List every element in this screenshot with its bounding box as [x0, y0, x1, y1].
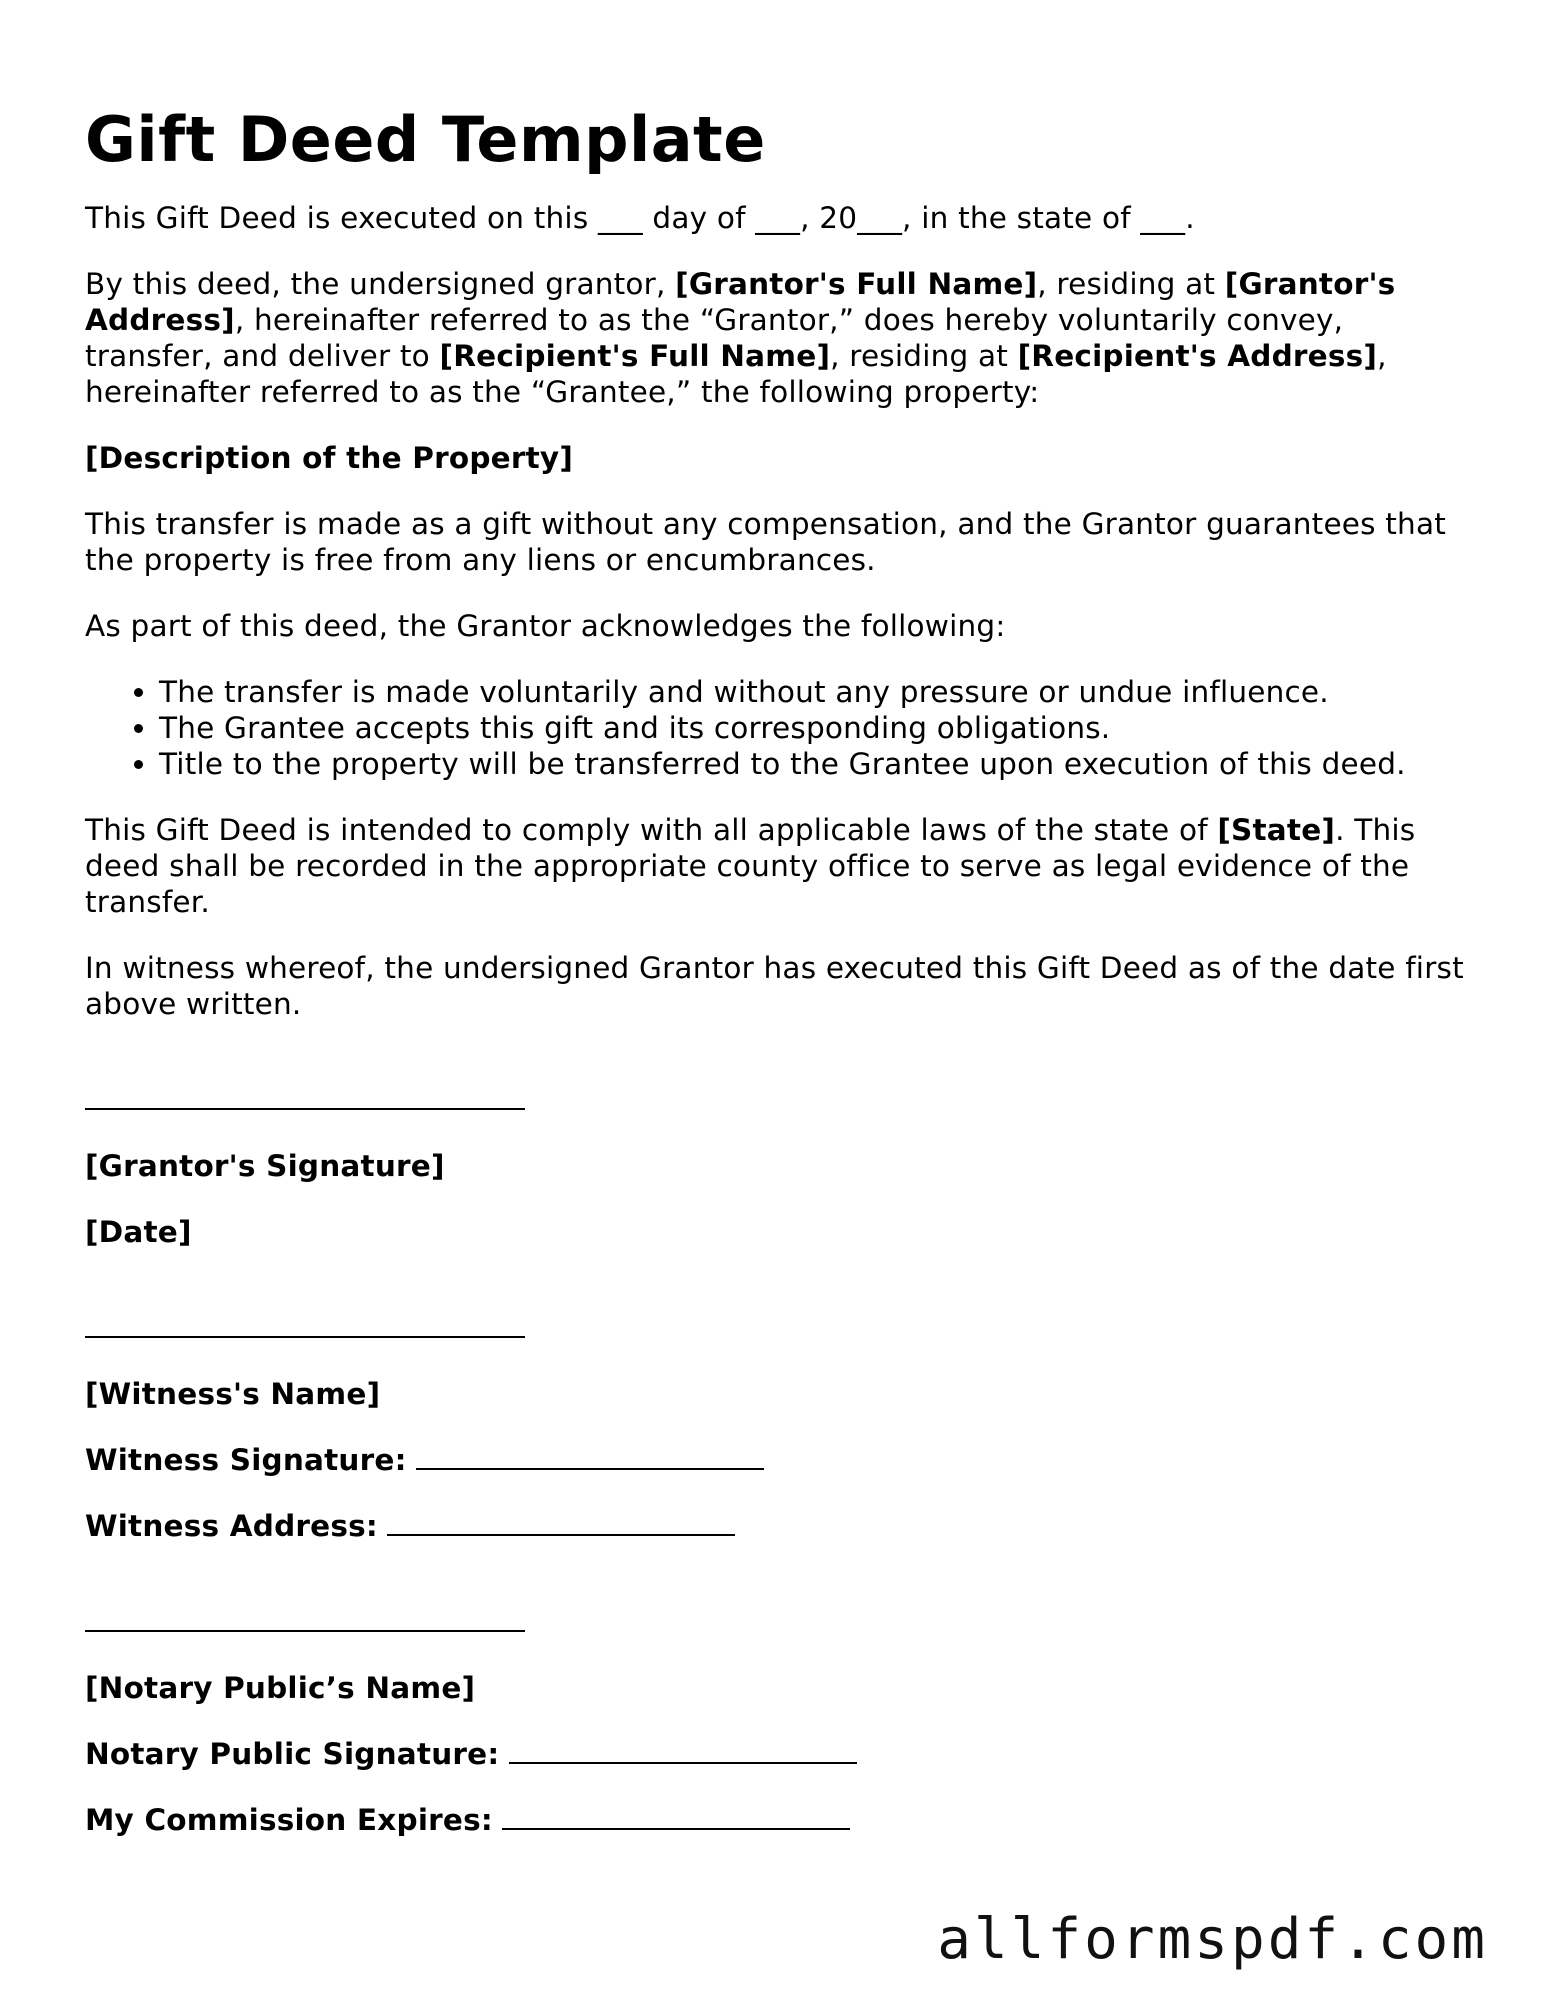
parties-text-5: , hereinafter referred to as the “Grantee,” the following property:: [85, 339, 1387, 409]
acknowledgement-intro: As part of this deed, the Grantor acknowledges the following:: [85, 609, 1006, 643]
parties-text-3: , hereinafter referred to as the “Grantor,” does hereby voluntarily convey, transfer, and deliver to: [85, 303, 1344, 373]
grantor-name-placeholder: [Grantor's Full Name]: [675, 267, 1038, 301]
notary-name-line-row: [85, 1604, 1465, 1640]
compliance-text-1: This Gift Deed is intended to comply with all applicable laws of the state of: [85, 813, 1218, 847]
commission-expires-line[interactable]: [502, 1804, 850, 1830]
document-page: [85, 100, 1465, 1868]
witness-clause-paragraph: In witness whereof, the undersigned Grantor has executed this Gift Deed as of the date first above written.: [85, 951, 1464, 1021]
spacer: [85, 1280, 1465, 1310]
commission-expires-label: My Commission Expires:: [85, 1803, 493, 1837]
parties-text-2: , residing at: [1037, 267, 1225, 301]
state-placeholder: [State]: [1217, 813, 1336, 847]
grantor-signature-text: [Grantor's Signature]: [85, 1149, 445, 1183]
witness-name-line[interactable]: [85, 1312, 525, 1338]
brand-watermark: allformspdf.com: [937, 1907, 1488, 1972]
notary-signature-label: Notary Public Signature:: [85, 1737, 500, 1771]
witness-address-row: [85, 1508, 1465, 1544]
property-heading: [85, 440, 1465, 476]
spacer: [85, 1052, 1465, 1082]
witness-signature-line[interactable]: [416, 1444, 764, 1470]
commission-expires-row: [85, 1802, 1465, 1838]
recipient-name-placeholder: [Recipient's Full Name]: [439, 339, 831, 373]
list-item: • The transfer is made voluntarily and without any pressure or undue influence.: [159, 674, 1465, 710]
date-text: [Date]: [85, 1215, 192, 1249]
compliance-paragraph: [85, 812, 1465, 920]
notary-name-label: [85, 1670, 1465, 1706]
grantor-signature-line[interactable]: [85, 1084, 525, 1110]
parties-text-1: By this deed, the undersigned grantor,: [85, 267, 676, 301]
grantor-signature-label: [85, 1148, 1465, 1184]
grantor-signature-line-row: [85, 1082, 1465, 1118]
date-label: [85, 1214, 1465, 1250]
witness-signature-row: [85, 1442, 1465, 1478]
gift-terms-paragraph: This transfer is made as a gift without any compensation, and the Grantor guarantees that the property is free from any liens or encumbrances.: [85, 507, 1447, 577]
recipient-address-placeholder: [Recipient's Address]: [1017, 339, 1378, 373]
acknowledgement-list: [85, 674, 1465, 782]
compliance-text-2: . This deed shall be recorded in the appropriate county office to serve as legal evidence of the transfer.: [85, 813, 1416, 919]
list-item: • The Grantee accepts this gift and its corresponding obligations.: [159, 710, 1465, 746]
parties-paragraph: [85, 266, 1465, 410]
notary-signature-row: [85, 1736, 1465, 1772]
witness-name-label: [85, 1376, 1465, 1412]
witness-address-line[interactable]: [387, 1510, 735, 1536]
witness-signature-label: Witness Signature:: [85, 1443, 407, 1477]
spacer: [85, 1574, 1465, 1604]
witness-name-text: [Witness's Name]: [85, 1377, 381, 1411]
document-title: Gift Deed Template: [85, 103, 766, 176]
parties-text-4: , residing at: [830, 339, 1018, 373]
notary-name-text: [Notary Public’s Name]: [85, 1671, 476, 1705]
grantor-address-placeholder: [Grantor's Address]: [85, 267, 1396, 337]
notary-signature-line[interactable]: [509, 1738, 857, 1764]
notary-name-line[interactable]: [85, 1606, 525, 1632]
execution-date-paragraph: This Gift Deed is executed on this ___ day of ___, 20___, in the state of ___.: [85, 201, 1195, 235]
list-item: • Title to the property will be transferred to the Grantee upon execution of this deed.: [159, 746, 1465, 782]
property-heading-text: [Description of the Property]: [85, 441, 574, 475]
witness-address-label: Witness Address:: [85, 1509, 378, 1543]
witness-name-line-row: [85, 1310, 1465, 1346]
